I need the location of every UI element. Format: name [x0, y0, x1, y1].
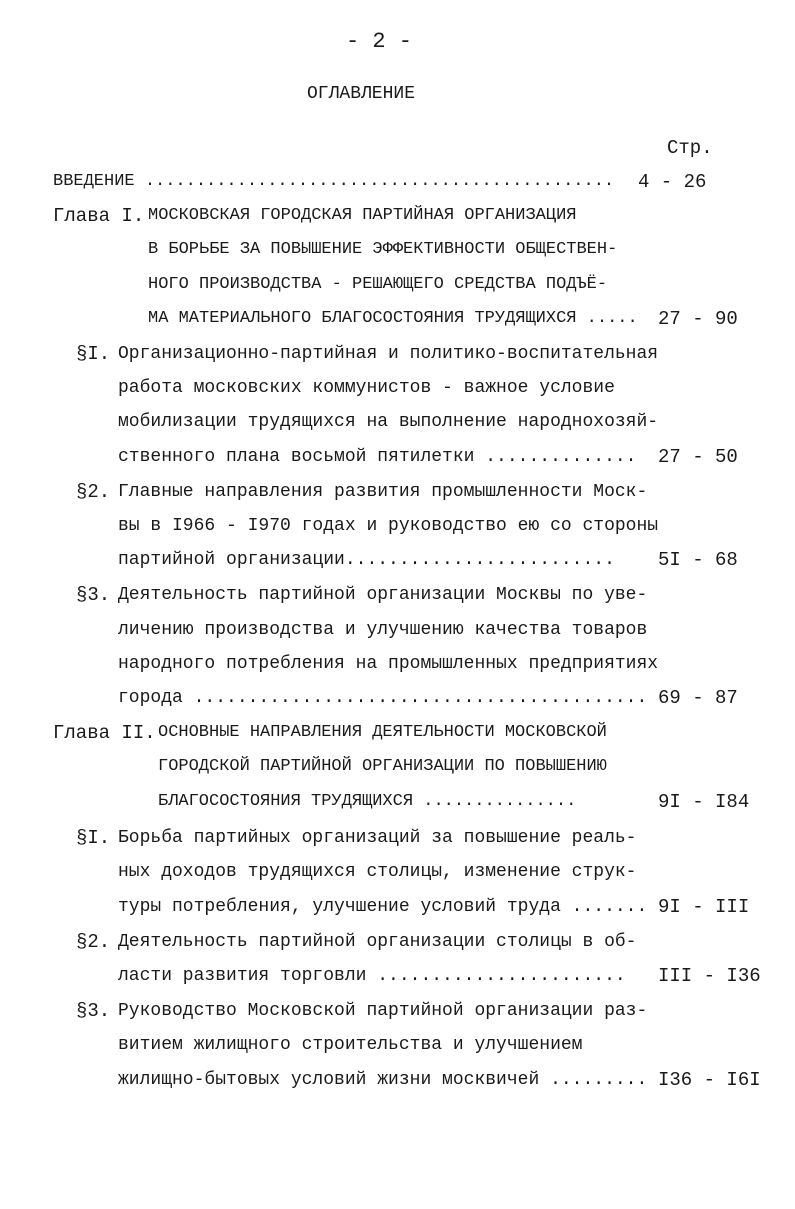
page-number: - 2 - [346, 29, 413, 54]
toc-entry-pages: 5I - 68 [658, 549, 738, 571]
section-title-line: Главные направления развития промышленности Моск- [118, 482, 648, 502]
section-title-line: Деятельность партийной организации Москвы по уве- [118, 585, 648, 605]
section-title-line: Борьба партийных организаций за повышение реаль- [118, 828, 637, 848]
section-label: §3. [76, 584, 111, 606]
chapter-title-line: В БОРЬБЕ ЗА ПОВЫШЕНИЕ ЭФФЕКТИВНОСТИ ОБЩЕСТВЕН- [148, 240, 618, 259]
section-label: §I. [76, 827, 111, 849]
section-title-line: ласти развития торговли ....................... [118, 966, 626, 986]
section-title-line: вы в I966 - I970 годах и руководство ею со стороны [118, 516, 659, 536]
toc-entry-pages: III - I36 [658, 965, 761, 987]
pages-column-label: Стр. [667, 137, 713, 159]
toc-entry-pages: 27 - 50 [658, 446, 738, 468]
chapter-title-line: БЛАГОСОСТОЯНИЯ ТРУДЯЩИХСЯ ............... [158, 792, 577, 811]
chapter-label: Глава I. [53, 205, 145, 227]
section-label: §I. [76, 343, 111, 365]
section-title-line: народного потребления на промышленных предприятиях [118, 654, 659, 674]
section-title-line: Деятельность партийной организации столицы в об- [118, 932, 637, 952]
section-title-line: туры потребления, улучшение условий труда ....... [118, 897, 648, 917]
chapter-title-line: МА МАТЕРИАЛЬНОГО БЛАГОСОСТОЯНИЯ ТРУДЯЩИХСЯ ..... [148, 309, 638, 328]
toc-title: ОГЛАВЛЕНИЕ [307, 84, 416, 104]
toc-entry-pages: I36 - I6I [658, 1069, 761, 1091]
section-title-line: жилищно-бытовых условий жизни москвичей ......... [118, 1070, 648, 1090]
toc-entry-text: ВВЕДЕНИЕ .............................................. [53, 172, 615, 191]
section-title-line: работа московских коммунистов - важное условие [118, 378, 615, 398]
chapter-title-line: НОГО ПРОИЗВОДСТВА - РЕШАЮЩЕГО СРЕДСТВА ПОДЪЁ- [148, 275, 608, 294]
section-title-line: витием жилищного строительства и улучшением [118, 1035, 583, 1055]
toc-entry-pages: 4 - 26 [638, 171, 707, 193]
section-title-line: личению производства и улучшению качества товаров [118, 620, 648, 640]
section-label: §2. [76, 481, 111, 503]
toc-entry-pages: 69 - 87 [658, 687, 738, 709]
section-title-line: Руководство Московской партийной организации раз- [118, 1001, 648, 1021]
toc-entry-pages: 9I - I84 [658, 791, 750, 813]
section-title-line: мобилизации трудящихся на выполнение народнохозяй- [118, 412, 659, 432]
section-title-line: партийной организации......................... [118, 550, 615, 570]
toc-entry-pages: 27 - 90 [658, 308, 738, 330]
section-label: §3. [76, 1000, 111, 1022]
chapter-title-line: МОСКОВСКАЯ ГОРОДСКАЯ ПАРТИЙНАЯ ОРГАНИЗАЦИЯ [148, 206, 577, 225]
section-title-line: города .......................................... [118, 688, 648, 708]
section-title-line: ственного плана восьмой пятилетки .............. [118, 447, 637, 467]
chapter-title-line: ОСНОВНЫЕ НАПРАВЛЕНИЯ ДЕЯТЕЛЬНОСТИ МОСКОВСКОЙ [158, 723, 607, 742]
toc-entry-pages: 9I - III [658, 896, 750, 918]
section-title-line: ных доходов трудящихся столицы, изменение струк- [118, 862, 637, 882]
section-title-line: Организационно-партийная и политико-воспитательная [118, 344, 659, 364]
section-label: §2. [76, 931, 111, 953]
chapter-title-line: ГОРОДСКОЙ ПАРТИЙНОЙ ОРГАНИЗАЦИИ ПО ПОВЫШЕНИЮ [158, 757, 607, 776]
chapter-label: Глава II. [53, 722, 156, 744]
